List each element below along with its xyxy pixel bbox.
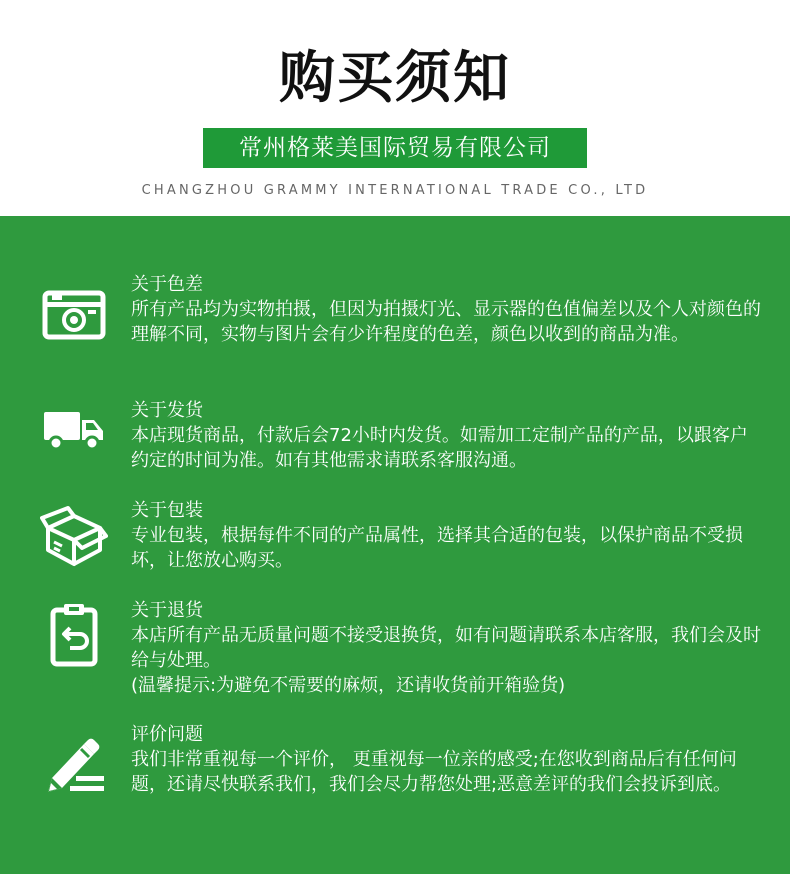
return-clipboard-icon	[40, 600, 108, 668]
section-body: 本店所有产品无质量问题不接受退换货，如有问题请联系本店客服，我们会及时给与处理。	[131, 625, 761, 671]
page-title: 购买须知	[279, 46, 511, 111]
section-heading: 关于色差	[131, 274, 203, 295]
section-text	[131, 498, 761, 573]
company-name-banner: 常州格莱美国际贸易有限公司	[203, 128, 587, 168]
section-body: 所有产品均为实物拍摄，但因为拍摄灯光、显示器的色值偏差以及个人对颜色的理解不同，实物与图片会有少许程度的色差，颜色以收到的商品为准。	[131, 299, 761, 345]
section-note: (温馨提示:为避免不需要的麻烦，还请收货前开箱验货)	[131, 675, 566, 696]
notice-panel	[0, 216, 790, 874]
section-text	[131, 272, 761, 347]
header	[0, 0, 790, 216]
section-text	[131, 598, 761, 698]
section-body: 专业包装，根据每件不同的产品属性，选择其合适的包装，以保护商品不受损坏，让您放心购买。	[131, 525, 743, 571]
truck-icon	[40, 394, 108, 462]
section-text	[131, 722, 761, 797]
section-heading: 关于退货	[131, 600, 203, 621]
section-text	[131, 398, 761, 473]
section-heading: 关于发货	[131, 400, 203, 421]
pencil-icon	[40, 730, 108, 798]
section-heading: 关于包装	[131, 500, 203, 521]
section-body: 本店现货商品，付款后会72小时内发货。如需加工定制产品的产品，以跟客户约定的时间为准。如有其他需求请联系客服沟通。	[131, 425, 748, 471]
section-heading: 评价问题	[131, 724, 203, 745]
package-box-icon	[40, 502, 108, 570]
company-english-name: CHANGZHOU GRAMMY INTERNATIONAL TRADE CO., LTD	[141, 183, 649, 198]
camera-icon	[40, 280, 108, 348]
section-body: 我们非常重视每一个评价， 更重视每一位亲的感受;在您收到商品后有任何问题，还请尽快联系我们，我们会尽力帮您处理;恶意差评的我们会投诉到底。	[131, 749, 737, 795]
